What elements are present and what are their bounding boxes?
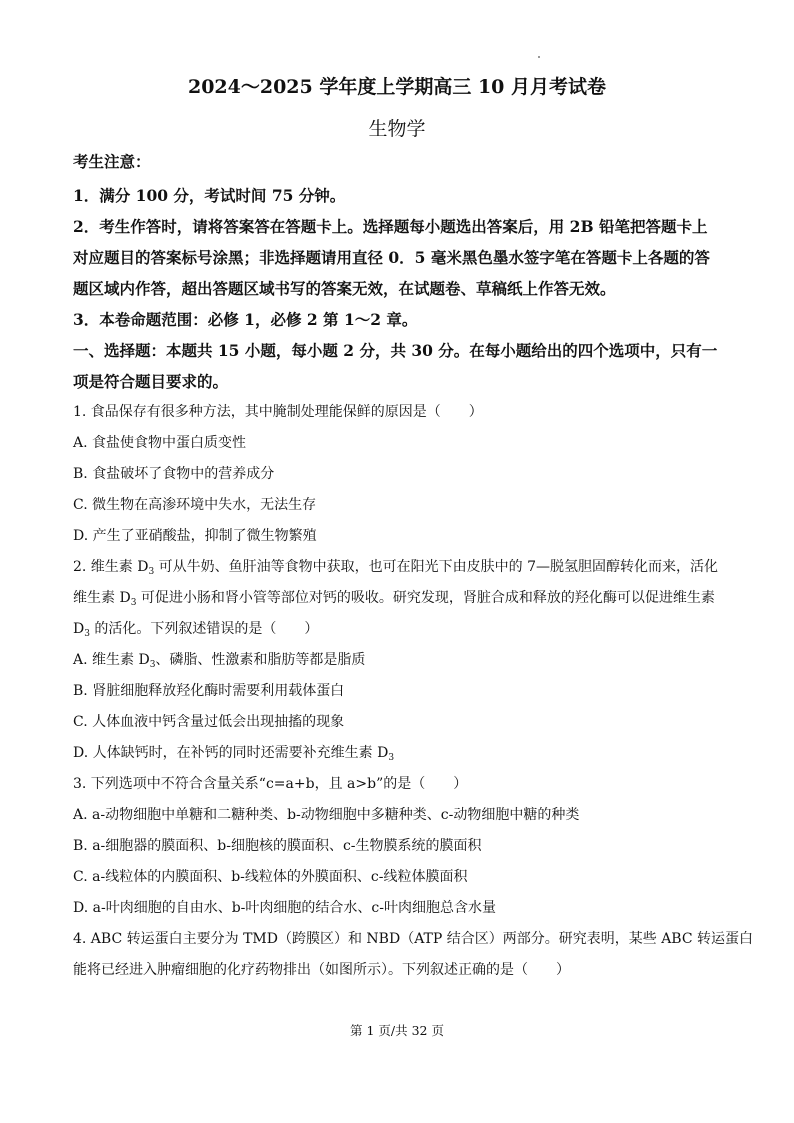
q1-option-b: B. 食盐破坏了食物中的营养成分 xyxy=(73,466,275,482)
q3-option-b: B. a-细胞器的膜面积、b-细胞核的膜面积、c-生物膜系统的膜面积 xyxy=(73,838,482,854)
section-heading-line-1: 一、选择题：本题共 15 小题，每小题 2 分，共 30 分。在每小题给出的四个选项中，只有一 xyxy=(73,341,718,360)
notice-item-2-line-3: 题区域内作答，超出答题区域书写的答案无效，在试题卷、草稿纸上作答无效。 xyxy=(73,279,616,298)
scan-speck xyxy=(538,56,540,58)
subject-title: 生物学 xyxy=(368,118,426,140)
q2-text: 2. 维生素 D xyxy=(73,559,149,575)
q4-stem-line-2: 能将已经进入肿瘤细胞的化疗药物排出（如图所示）。下列叙述正确的是（ ） xyxy=(73,962,570,978)
q2-text: 可从牛奶、鱼肝油等食物中获取，也可在阳光下由皮肤中的 7—脱氢胆固醇转化而来，活化 xyxy=(154,559,719,575)
q2-text: D xyxy=(73,621,85,637)
q2-stem-line-2 xyxy=(73,587,723,608)
q2-text: 的活化。下列叙述错误的是（ ） xyxy=(89,621,319,637)
q1-option-d: D. 产生了亚硝酸盐，抑制了微生物繁殖 xyxy=(73,528,317,544)
subscript: 3 xyxy=(388,753,395,763)
subscript: 3 xyxy=(149,660,156,670)
page-number: 第 1 页/共 32 页 xyxy=(350,1023,444,1038)
notice-item-3: 3．本卷命题范围：必修 1，必修 2 第 1～2 章。 xyxy=(73,310,418,329)
q2-text: 维生素 D xyxy=(73,590,131,606)
q2-stem-line-1 xyxy=(73,556,723,577)
section-heading-line-2: 项是符合题目要求的。 xyxy=(73,372,229,391)
q3-option-a: A. a-动物细胞中单糖和二糖种类、b-动物细胞中多糖种类、c-动物细胞中糖的种类 xyxy=(73,807,580,823)
q3-option-d: D. a-叶肉细胞的自由水、b-叶肉细胞的结合水、c-叶肉细胞总含水量 xyxy=(73,900,496,916)
q2-option-a xyxy=(73,649,723,670)
q2-text: 可促进小肠和肾小管等部位对钙的吸收。研究发现，肾脏合成和释放的羟化酶可以促进维生素 xyxy=(136,590,715,606)
q2-option-b: B. 肾脏细胞释放羟化酶时需要利用载体蛋白 xyxy=(73,683,345,699)
subscript: 3 xyxy=(130,598,137,608)
q2-stem-line-3 xyxy=(73,618,723,639)
q2-text: A. 维生素 D xyxy=(73,652,150,668)
subscript: 3 xyxy=(148,567,155,577)
exam-title: 2024～2025 学年度上学期高三 10 月月考试卷 xyxy=(187,76,607,98)
q2-option-d xyxy=(73,742,723,763)
notice-item-2-line-1: 2．考生作答时，请将答案答在答题卡上。选择题每小题选出答案后，用 2B 铅笔把答题卡上 xyxy=(73,217,708,236)
notice-heading: 考生注意： xyxy=(73,152,151,171)
q1-option-a: A. 食盐使食物中蛋白质变性 xyxy=(73,435,247,451)
q3-option-c: C. a-线粒体的内膜面积、b-线粒体的外膜面积、c-线粒体膜面积 xyxy=(73,869,468,885)
q2-text: 、磷脂、性激素和脂肪等都是脂质 xyxy=(155,652,366,668)
subscript: 3 xyxy=(84,629,90,639)
notice-item-2-line-2: 对应题目的答案标号涂黑；非选择题请用直径 0．5 毫米黑色墨水签字笔在答题卡上各题的答 xyxy=(73,248,710,267)
notice-item-1: 1．满分 100 分，考试时间 75 分钟。 xyxy=(73,186,346,205)
q1-stem: 1. 食品保存有很多种方法，其中腌制处理能保鲜的原因是（ ） xyxy=(73,404,483,420)
q2-text: D. 人体缺钙时，在补钙的同时还需要补充维生素 D xyxy=(73,745,389,761)
q1-option-c: C. 微生物在高渗环境中失水，无法生存 xyxy=(73,497,317,513)
q4-stem-line-1: 4. ABC 转运蛋白主要分为 TMD（跨膜区）和 NBD（ATP 结合区）两部分。研究表明，某些 ABC 转运蛋白 xyxy=(73,931,754,947)
q3-stem: 3. 下列选项中不符合含量关系“c=a+b，且 a>b”的是（ ） xyxy=(73,776,468,792)
q2-option-c: C. 人体血液中钙含量过低会出现抽搐的现象 xyxy=(73,714,345,730)
